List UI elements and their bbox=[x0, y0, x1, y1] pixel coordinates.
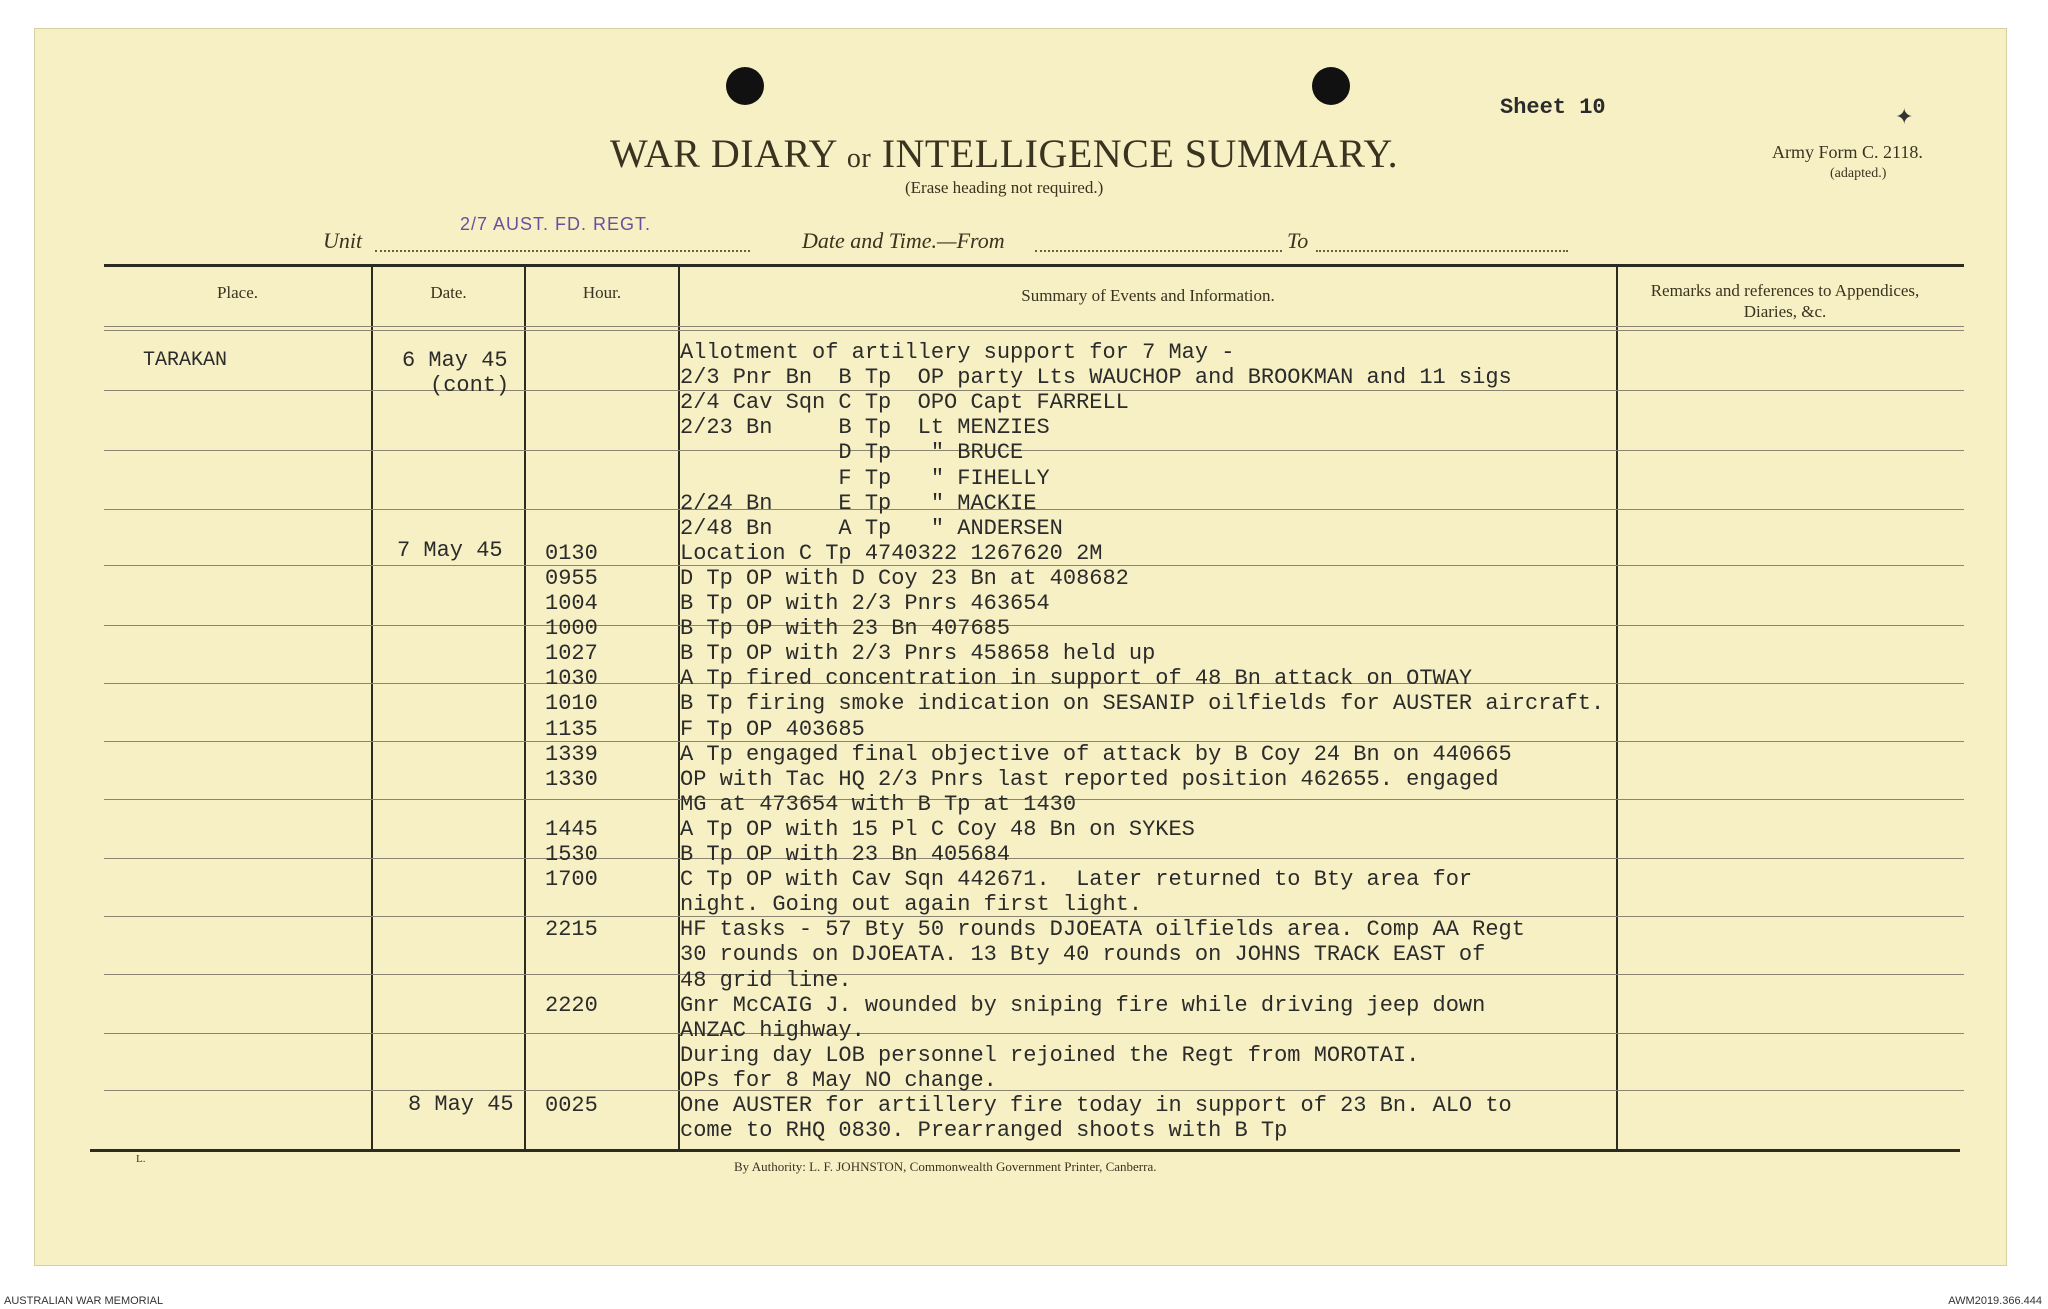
ruled-line bbox=[104, 326, 1964, 327]
army-form-number: Army Form C. 2118. bbox=[1772, 142, 1923, 162]
entry-text: 30 rounds on DJOEATA. 13 Bty 40 rounds on JOHNS TRACK EAST of bbox=[680, 942, 1486, 967]
entry-hour: 1010 bbox=[545, 691, 598, 716]
title-intelligence-summary: INTELLIGENCE SUMMARY. bbox=[881, 131, 1399, 176]
column-header-place: Place. bbox=[216, 283, 259, 302]
place-tarakan: TARAKAN bbox=[143, 349, 228, 372]
entry-text: MG at 473654 with B Tp at 1430 bbox=[680, 792, 1077, 817]
entry-hour: 1330 bbox=[545, 767, 598, 792]
divider-summary-remarks bbox=[1616, 264, 1618, 1151]
entry-text: 2/24 Bn E Tp " MACKIE bbox=[680, 491, 1037, 516]
ruled-line bbox=[104, 625, 1964, 626]
entry-text: C Tp OP with Cav Sqn 442671. Later returned to Bty area for bbox=[680, 867, 1473, 892]
entry-text: night. Going out again first light. bbox=[680, 892, 1143, 917]
ruled-line bbox=[104, 330, 1964, 331]
entry-hour: 2220 bbox=[545, 993, 598, 1018]
entry-hour: 1339 bbox=[545, 742, 598, 767]
punch-hole-right bbox=[1312, 67, 1350, 105]
entry-text: ANZAC highway. bbox=[680, 1018, 865, 1043]
entry-hour: 1700 bbox=[545, 867, 598, 892]
entry-hour: 1030 bbox=[545, 666, 598, 691]
ruled-line bbox=[104, 858, 1964, 859]
entry-text: B Tp firing smoke indication on SESANIP oilfields for AUSTER aircraft. bbox=[680, 691, 1605, 716]
entry-text: 2/48 Bn A Tp " ANDERSEN bbox=[680, 516, 1063, 541]
entry-text: 2/4 Cav Sqn C Tp OPO Capt FARRELL bbox=[680, 390, 1129, 415]
date-cont: (cont) bbox=[430, 373, 510, 398]
date-to-label: To bbox=[1287, 228, 1309, 253]
date-6-may: 6 May 45 bbox=[402, 348, 508, 373]
entry-text: 2/3 Pnr Bn B Tp OP party Lts WAUCHOP and BROOKMAN and 11 sigs bbox=[680, 365, 1512, 390]
entry-text: During day LOB personnel rejoined the Regt from MOROTAI. bbox=[680, 1043, 1420, 1068]
divider-date-hour bbox=[524, 264, 526, 1151]
entry-hour: 1000 bbox=[545, 616, 598, 641]
page-title bbox=[610, 130, 1398, 177]
entry-hour: 1530 bbox=[545, 842, 598, 867]
entry-hour: 1027 bbox=[545, 641, 598, 666]
entry-text: B Tp OP with 2/3 Pnrs 463654 bbox=[680, 591, 1050, 616]
entry-text: B Tp OP with 23 Bn 405684 bbox=[680, 842, 1011, 867]
entry-text: B Tp OP with 2/3 Pnrs 458658 held up bbox=[680, 641, 1156, 666]
entry-text: Allotment of artillery support for 7 May - bbox=[680, 340, 1235, 365]
entry-text: come to RHQ 0830. Prearranged shoots with B Tp bbox=[680, 1118, 1288, 1143]
punch-hole-left bbox=[726, 67, 764, 105]
title-subtitle: (Erase heading not required.) bbox=[905, 178, 1104, 197]
entry-hour: 0025 bbox=[545, 1093, 598, 1118]
entry-text: A Tp OP with 15 Pl C Coy 48 Bn on SYKES bbox=[680, 817, 1195, 842]
entry-text: D Tp " BRUCE bbox=[680, 440, 1024, 465]
divider-place-date bbox=[371, 264, 373, 1151]
date-7-may: 7 May 45 bbox=[397, 538, 503, 563]
archive-reference: AWM2019.366.444 bbox=[1948, 1295, 2042, 1307]
entry-text: A Tp engaged final objective of attack by B Coy 24 Bn on 440665 bbox=[680, 742, 1512, 767]
entry-text: HF tasks - 57 Bty 50 rounds DJOEATA oilfields area. Comp AA Regt bbox=[680, 917, 1525, 942]
entry-text: 48 grid line. bbox=[680, 968, 852, 993]
ruled-line bbox=[104, 1090, 1964, 1091]
date-8-may: 8 May 45 bbox=[408, 1092, 514, 1117]
entry-hour: 1445 bbox=[545, 817, 598, 842]
entry-hour: 0130 bbox=[545, 541, 598, 566]
entry-text: OPs for 8 May NO change. bbox=[680, 1068, 997, 1093]
archive-strip bbox=[0, 1295, 2048, 1309]
entry-text: One AUSTER for artillery fire today in support of 23 Bn. ALO to bbox=[680, 1093, 1512, 1118]
printer-authority: By Authority: L. F. JOHNSTON, Commonwealth Government Printer, Canberra. bbox=[734, 1159, 1157, 1174]
ruled-line bbox=[104, 974, 1964, 975]
entry-hour: 1135 bbox=[545, 717, 598, 742]
date-from-dotted-line bbox=[1035, 250, 1282, 252]
column-header-hour: Hour. bbox=[582, 283, 622, 302]
entry-text: 2/23 Bn B Tp Lt MENZIES bbox=[680, 415, 1050, 440]
entry-text: A Tp fired concentration in support of 48 Bn attack on OTWAY bbox=[680, 666, 1473, 691]
ruled-line bbox=[104, 1033, 1964, 1034]
entry-hour: 2215 bbox=[545, 917, 598, 942]
form-mark: L. bbox=[136, 1153, 146, 1165]
sheet-number: Sheet 10 bbox=[1500, 95, 1606, 120]
ruled-line bbox=[104, 450, 1964, 451]
archive-name: AUSTRALIAN WAR MEMORIAL bbox=[4, 1295, 164, 1307]
entry-text: B Tp OP with 23 Bn 407685 bbox=[680, 616, 1011, 641]
entry-text: F Tp OP 403685 bbox=[680, 717, 865, 742]
entry-text: Gnr McCAIG J. wounded by sniping fire while driving jeep down bbox=[680, 993, 1486, 1018]
date-from-label: Date and Time.—From bbox=[802, 228, 1005, 253]
entry-hour: 0955 bbox=[545, 566, 598, 591]
entry-text: D Tp OP with D Coy 23 Bn at 408682 bbox=[680, 566, 1129, 591]
column-header-summary: Summary of Events and Information. bbox=[1021, 286, 1275, 305]
army-form-adapted: (adapted.) bbox=[1830, 166, 1887, 181]
table-top-border bbox=[104, 264, 1964, 267]
unit-label: Unit bbox=[323, 228, 363, 253]
date-to-dotted-line bbox=[1316, 250, 1568, 252]
tick-mark-icon: ✦ bbox=[1895, 105, 1914, 130]
entry-text: OP with Tac HQ 2/3 Pnrs last reported position 462655. engaged bbox=[680, 767, 1499, 792]
column-header-date: Date. bbox=[430, 283, 467, 302]
unit-stamp: 2/7 AUST. FD. REGT. bbox=[460, 214, 652, 234]
entry-text: Location C Tp 4740322 1267620 2M bbox=[680, 541, 1103, 566]
entry-hour: 1004 bbox=[545, 591, 598, 616]
title-war-diary: WAR DIARY bbox=[610, 131, 837, 176]
title-or: or bbox=[846, 143, 872, 174]
column-header-remarks: Remarks and references to Appendices, Diaries, &c. bbox=[1650, 281, 1920, 321]
entry-text: F Tp " FIHELLY bbox=[680, 466, 1050, 491]
unit-dotted-line bbox=[375, 250, 750, 252]
